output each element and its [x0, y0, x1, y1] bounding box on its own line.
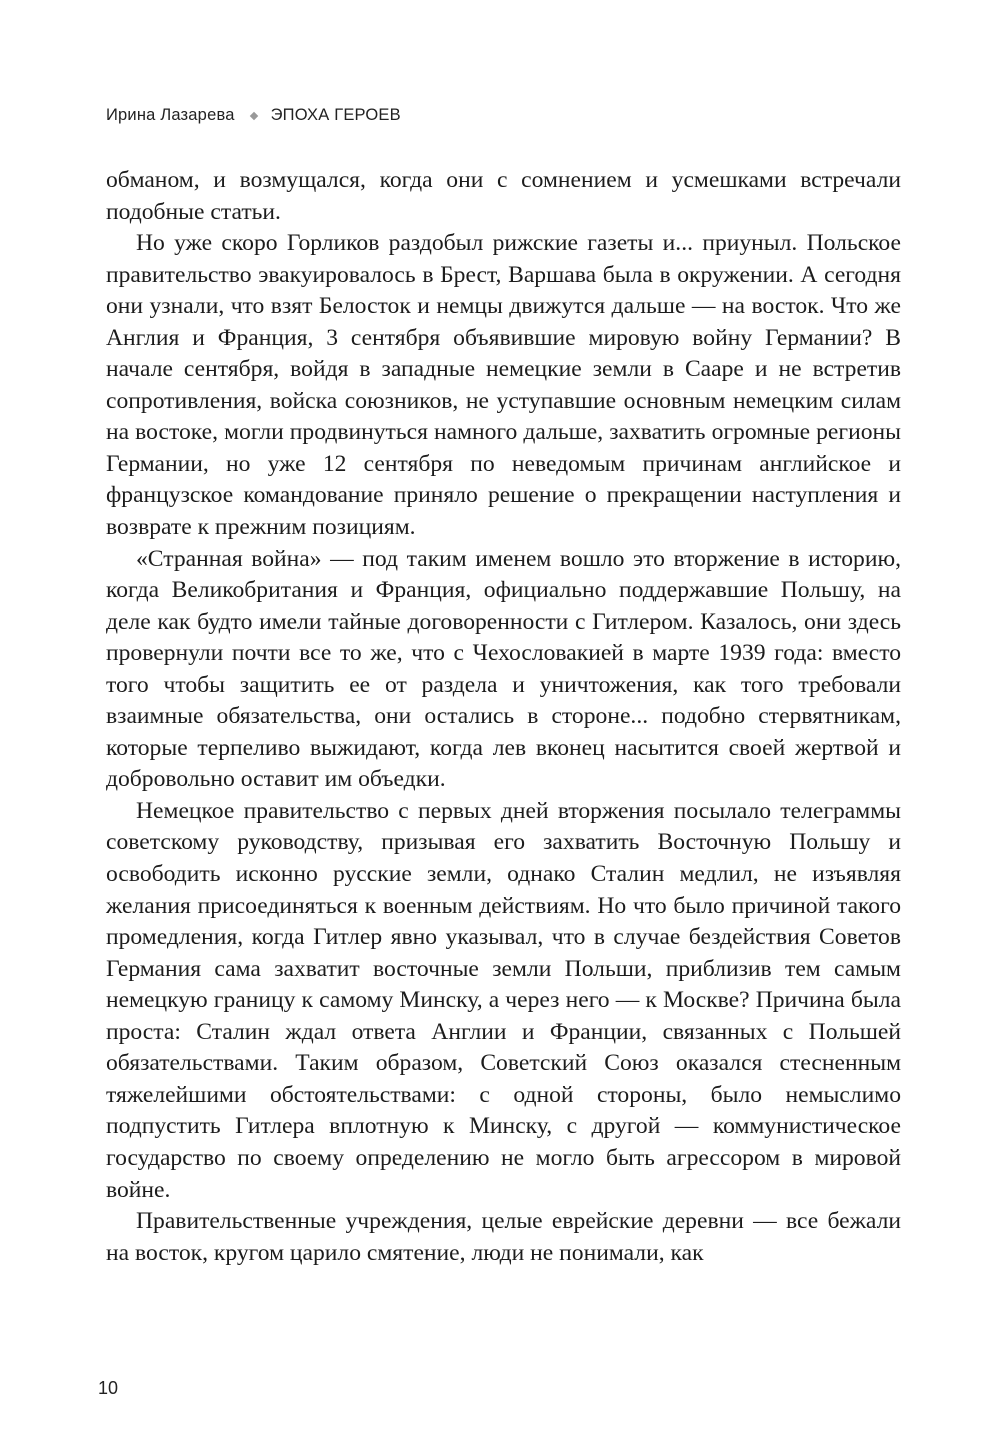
paragraph: «Странная война» — под таким именем вошло это вторжение в историю, когда Великобритания и Франция, официально поддержавшие Польшу, на деле как будто имели тайные договоренности с Гитлером. Казалось, они здесь провернули почти все то же, что с Чехословакией в марте 1939 года: вместо того чтобы защитить ее от раздела и уничтожения, как того требовали взаимные обязательства, они остались в стороне... подобно стервятникам, которые терпеливо выжидают, когда лев вконец насытится своей жертвой и добровольно оставит им объедки.: [106, 545, 901, 793]
paragraph: Правительственные учреждения, целые еврейские деревни — все бежали на восток, кругом царило смятение, люди не понимали, как: [106, 1208, 901, 1266]
diamond-separator-icon: [249, 111, 257, 119]
book-title: ЭПОХА ГЕРОЕВ: [270, 106, 401, 124]
running-head: [106, 106, 401, 125]
body-text: [106, 165, 901, 1269]
paragraph: Немецкое правительство с первых дней вторжения посылало телеграммы советскому руководству, призывая его захватить Восточную Польшу и освободить исконно русские земли, однако Сталин медлил, не изъявляя желания присоединяться к военным действиям. Но что было причиной такого промедления, когда Гитлер явно указывал, что в случае бездействия Советов Германия сама захватит восточные земли Польши, приблизив тем самым немецкую границу к самому Минску, а через него — к Москве? Причина была проста: Сталин ждал ответа Англии и Франции, связанных с Польшей обязательствами. Таким образом, Советский Союз оказался стесненным тяжелейшими обстоятельствами: с одной стороны, было немыслимо подпустить Гитлера вплотную к Минску, с другой — коммунистическое государство по своему определению не могло быть агрессором в мировой войне.: [106, 797, 901, 1203]
paragraph-continued: обманом, и возмущался, когда они с сомнением и усмешками встречали подобные статьи.: [106, 167, 901, 225]
paragraph: Но уже скоро Горликов раздобыл рижские газеты и... приуныл. Польское правительство эвакуировалось в Брест, Варшава была в окружении. А сегодня они узнали, что взят Белосток и немцы движутся дальше — на восток. Что же Англия и Франция, 3 сентября объявившие мировую войну Германии? В начале сентября, войдя в западные немецкие земли в Сааре и не встретив сопротивления, войска союзников, не уступавшие основным немецким силам на востоке, могли продвинуться намного дальше, захватить огромные регионы Германии, но уже 12 сентября по неведомым причинам английское и французское командование приняло решение о прекращении наступления и возврате к прежним позициям.: [106, 230, 901, 541]
author-name: Ирина Лазарева: [106, 106, 235, 124]
page-number: 10: [98, 1378, 119, 1398]
